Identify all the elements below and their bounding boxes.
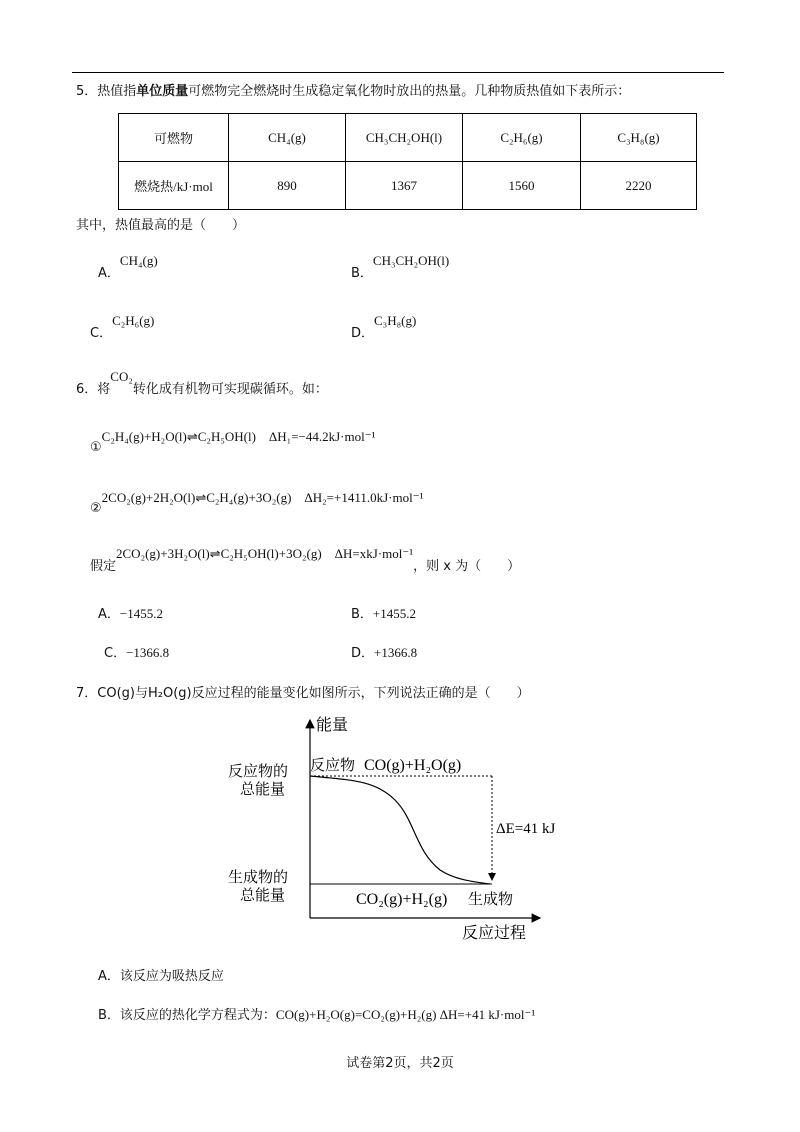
option-label: D．	[351, 326, 375, 341]
q5-option-d[interactable]	[351, 310, 417, 341]
table-cell: 890	[229, 162, 346, 210]
y-axis-label: 能量	[316, 715, 349, 734]
x-axis-label: 反应过程	[462, 923, 527, 942]
table-cell: 1367	[346, 162, 463, 210]
option-text: CH₃CH₂OH(l)	[372, 253, 450, 268]
table-header-cell: CH₃CH₂OH(l)	[346, 114, 463, 162]
table-header-row	[119, 114, 697, 162]
option-text: C₂H₆(g)	[112, 313, 155, 328]
q5-option-c[interactable]	[90, 310, 155, 341]
page-footer: 试卷第2页，共2页	[346, 1056, 454, 1071]
table-header-cell: C₃H₈(g)	[581, 114, 697, 162]
option-text: 该反应为吸热反应	[119, 969, 224, 984]
table-cell: 1560	[463, 162, 581, 210]
heat-value-table	[118, 113, 697, 210]
q7-stem: 7．CO(g)与H₂O(g)反应过程的能量变化如图所示，下列说法正确的是（ ）	[76, 686, 530, 701]
q6-option-d[interactable]	[351, 642, 417, 661]
q5-question: 其中，热值最高的是（ ）	[76, 218, 246, 233]
q5-bold-term: 单位质量	[136, 84, 189, 99]
q6-assume: 假定	[90, 559, 117, 574]
option-text: +1366.8	[374, 645, 418, 660]
energy-diagram	[200, 710, 560, 945]
q6-stem	[76, 366, 328, 397]
q6-suffix: 转化成有机物可实现碳循环。如：	[132, 382, 328, 397]
q6-co2: CO₂	[110, 369, 133, 384]
top-rule	[72, 72, 724, 73]
product-energy-label-2: 总能量	[240, 886, 286, 904]
reactant-formula: CO(g)+H₂O(g)	[364, 757, 462, 774]
option-text: −1455.2	[119, 606, 163, 621]
eq-text: 2CO₂(g)+2H₂O(l)⇌C₂H₄(g)+3O₂(g) ΔH₂=+1411.0kJ·mol⁻¹	[101, 490, 424, 505]
option-label: B．	[351, 607, 373, 622]
product-energy-label: 生成物的	[228, 868, 289, 886]
option-text: +1455.2	[372, 606, 417, 621]
eq-text: C₂H₄(g)+H₂O(l)⇌C₂H₅OH(l) ΔH₁=−44.2kJ·mol⁻¹	[101, 429, 376, 444]
q5-stem	[76, 80, 630, 99]
option-label: A．	[98, 266, 120, 281]
q6-ask: ，则 x 为（ ）	[413, 559, 521, 574]
product-tag: 生成物	[468, 890, 514, 908]
q5-suffix: 可燃物完全燃烧时生成稳定氧化物时放出的热量。几种物质热值如下表所示：	[188, 84, 631, 99]
eq-marker: ②	[90, 501, 102, 516]
option-label: A．	[98, 969, 120, 984]
q7-option-a[interactable]	[98, 965, 224, 984]
eq-text: 2CO₂(g)+3H₂O(l)⇌C₂H₅OH(l)+3O₂(g) ΔH=xkJ·mol⁻¹	[116, 546, 414, 561]
q6-prefix: 6．将	[76, 382, 111, 397]
q7-option-b[interactable]	[98, 1004, 535, 1023]
option-label: C．	[104, 646, 127, 661]
option-label: A．	[98, 607, 120, 622]
q6-option-c[interactable]	[104, 642, 169, 661]
q6-equation-1	[90, 426, 376, 455]
table-header-cell: CH₄(g)	[229, 114, 346, 162]
q6-option-b[interactable]	[351, 603, 416, 622]
table-header-cell: C₂H₆(g)	[463, 114, 581, 162]
option-label: B．	[98, 1008, 120, 1023]
q6-equation-3	[90, 543, 521, 574]
reactant-energy-label: 反应物的	[228, 762, 289, 780]
q5-prefix: 5．热值指	[76, 84, 137, 99]
q6-option-a[interactable]	[98, 603, 163, 622]
option-label: C．	[90, 326, 113, 341]
option-text: C₃H₈(g)	[374, 313, 417, 328]
q6-equation-2	[90, 487, 424, 516]
table-cell: 燃烧热/kJ·mol	[119, 162, 229, 210]
q5-option-b[interactable]	[351, 250, 450, 281]
product-formula: CO₂(g)+H₂(g)	[356, 891, 448, 908]
q5-option-a[interactable]	[98, 250, 158, 281]
table-header-cell: 可燃物	[119, 114, 229, 162]
reactant-tag: 反应物	[310, 756, 356, 774]
reactant-energy-label-2: 总能量	[240, 780, 286, 798]
delta-e-label: ΔE=41 kJ	[496, 821, 556, 837]
eq-marker: ①	[90, 440, 102, 455]
option-label: D．	[351, 646, 375, 661]
option-label: B．	[351, 266, 373, 281]
table-row	[119, 162, 697, 210]
table-cell: 2220	[581, 162, 697, 210]
option-text: −1366.8	[126, 645, 170, 660]
reaction-curve	[310, 776, 490, 884]
option-text: 该反应的热化学方程式为：CO(g)+H₂O(g)=CO₂(g)+H₂(g) ΔH=+41 kJ·mol⁻¹	[119, 1007, 536, 1022]
option-text: CH₄(g)	[119, 253, 158, 268]
